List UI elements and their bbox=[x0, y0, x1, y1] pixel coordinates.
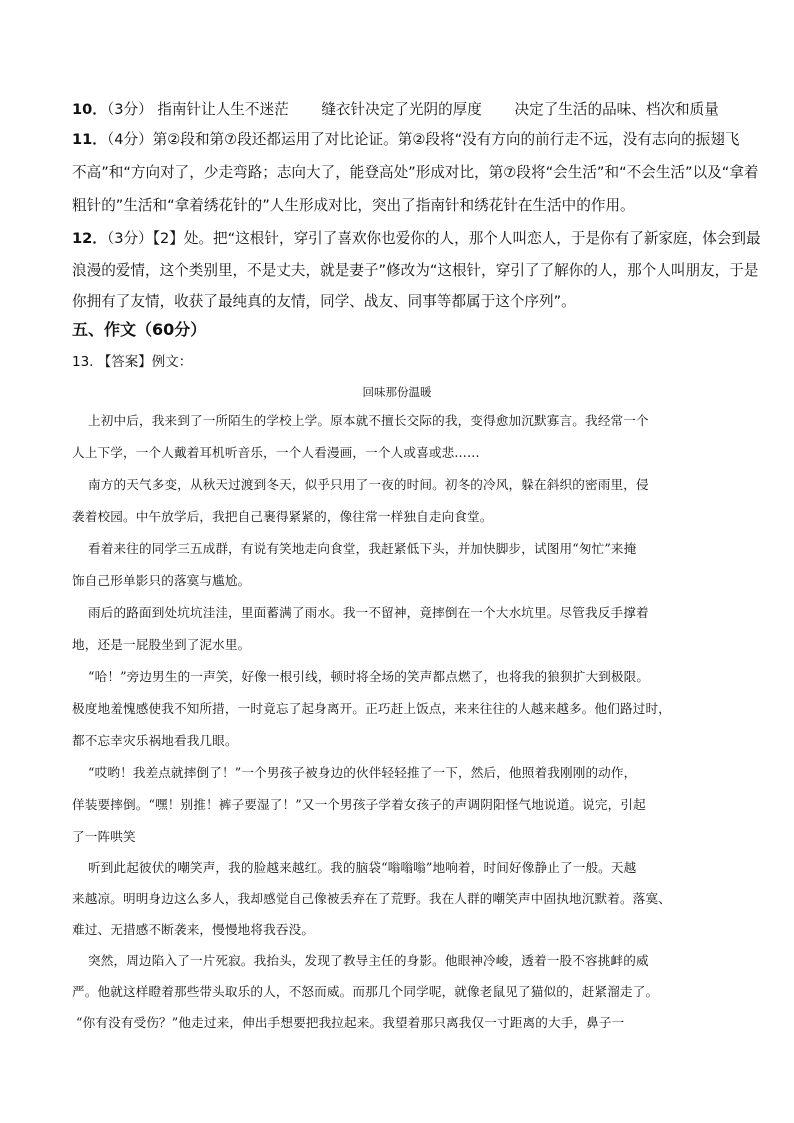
essay-line: 饰自己形单影只的落寞与尴尬。 bbox=[72, 573, 251, 588]
q11-text: （4分）第②段和第⑦段还都运用了对比论证。第②段将“没有方向的前行走不远，没有志向的振翅飞 bbox=[106, 131, 740, 148]
q11-line bbox=[72, 130, 739, 150]
essay-line: “哈！”旁边男生的一声笑，好像一根引线，顿时将全场的笑声都点燃了，也将我的狼狈扩大到极限。 bbox=[88, 669, 650, 684]
essay-line: 看着来往的同学三五成群，有说有笑地走向食堂，我赶紧低下头，并加快脚步，试图用“匆忙”来掩 bbox=[88, 541, 637, 556]
q12-line bbox=[72, 229, 761, 249]
essay-line: 了一阵哄笑 bbox=[72, 829, 136, 844]
essay-line: 严。他就这样瞪着那些带头取乐的人，不怒而威。而那几个同学呢，就像老鼠见了猫似的，赶紧溜走了。 bbox=[72, 984, 659, 999]
q10-answer-2: 缝衣针决定了光阴的厚度 bbox=[321, 101, 482, 118]
essay-line: 地，还是一屁股坐到了泥水里。 bbox=[72, 637, 251, 652]
q13-answer-label: 13. 【答案】例文： bbox=[72, 354, 193, 370]
essay-line: 袭着校园。中午放学后，我把自己裹得紧紧的，像往常一样独自走向食堂。 bbox=[72, 509, 493, 524]
essay-line: 都不忘幸灾乐祸地看我几眼。 bbox=[72, 733, 238, 748]
essay-line: 南方的天气多变，从秋天过渡到冬天，似乎只用了一夜的时间。初冬的冷风，躲在斜织的密雨里，侵 bbox=[88, 477, 649, 492]
q12-text: （3分）【2】处。把“这根针，穿引了喜欢你也爱你的人，那个人叫恋人，于是你有了新家庭，体会到最 bbox=[106, 230, 761, 247]
essay-title: 回味那份温暖 bbox=[362, 385, 432, 399]
essay-line: 听到此起彼伏的嘲笑声，我的脸越来越红。我的脑袋“嗡嗡嗡”地响着，时间好像静止了一般。天越 bbox=[88, 860, 637, 875]
q11-line: 不高”和“方向对了，少走弯路；志向大了，能登高处”形成对比，第⑦段将“会生活”和“不会生活”以及“拿着 bbox=[72, 164, 759, 181]
essay-line: “哎哟！我差点就摔倒了！”一个男孩子被身边的伙伴轻轻推了一下，然后，他照着我刚刚的动作， bbox=[88, 765, 637, 780]
essay-line: 极度地羞愧感使我不知所措，一时竟忘了起身离开。正巧赶上饭点，来来往往的人越来越多。他们路过时， bbox=[72, 701, 671, 716]
q12-number: 12． bbox=[72, 230, 107, 247]
essay-line: 人上下学，一个人戴着耳机听音乐，一个人看漫画，一个人或喜或悲…… bbox=[72, 445, 480, 460]
q12-line: 你拥有了友情，收获了最纯真的友情，同学、战友、同事等都属于这个序列”。 bbox=[72, 293, 576, 310]
q12-line: 浪漫的爱情，这个类别里，不是丈夫，就是妻子”修改为“这根针，穿引了了解你的人，那个人叫朋友，于是 bbox=[72, 262, 759, 279]
q10-answer-3: 决定了生活的品味、档次和质量 bbox=[514, 101, 719, 118]
q10-answer-1: 指南针让人生不迷茫 bbox=[157, 101, 289, 118]
essay-line: 难过、无措感不断袭来，慢慢地将我吞没。 bbox=[72, 922, 315, 937]
q11-line: 粗针的”生活和“拿着绣花针的”人生形成对比，突出了指南针和绣花针在生活中的作用。 bbox=[72, 197, 635, 214]
q10-score: （3分） bbox=[106, 101, 153, 118]
essay-line: 上初中后，我来到了一所陌生的学校上学。原本就不擅长交际的我，变得愈加沉默寡言。我经常一个 bbox=[88, 413, 649, 428]
q11-number: 11． bbox=[72, 131, 107, 148]
essay-line: 佯装要摔倒。“嘿！别推！裤子要湿了！”又一个男孩子学着女孩子的声调阴阳怪气地说道。说完，引起 bbox=[72, 797, 646, 812]
q10-number: 10． bbox=[72, 101, 107, 118]
section-heading: 五、作文（60分） bbox=[72, 320, 207, 339]
essay-line: “你有没有受伤？”他走过来，伸出手想要把我拉起来。我望着那只离我仅一寸距离的大手，鼻子一 bbox=[76, 1015, 625, 1030]
essay-line: 突然，周边陷入了一片死寂。我抬头，发现了教导主任的身影。他眼神冷峻，透着一股不容挑衅的威 bbox=[88, 953, 649, 968]
essay-line: 雨后的路面到处坑坑洼洼，里面蓄满了雨水。我一不留神，竟摔倒在一个大水坑里。尽管我反手撑着 bbox=[88, 605, 649, 620]
essay-line: 来越凉。明明身边这么多人，我却感觉自己像被丢弃在了荒野。我在人群的嘲笑声中固执地沉默着。落寞、 bbox=[72, 891, 671, 906]
q10-line bbox=[72, 100, 719, 120]
